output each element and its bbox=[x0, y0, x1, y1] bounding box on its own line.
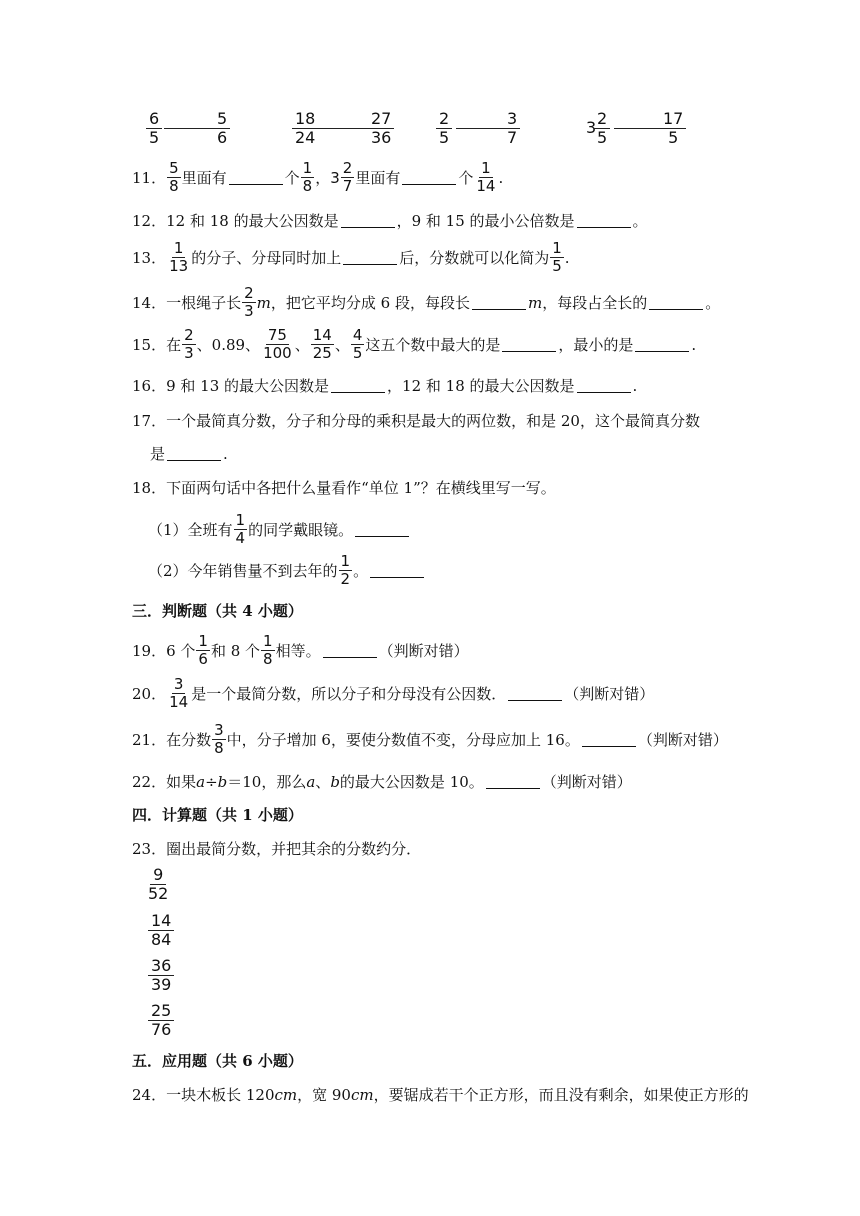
question-16: 16． 9 和 13 的最大公因数是 ，12 和 18 的最大公因数是 . bbox=[132, 376, 638, 395]
fraction: $\frac{1}{5}$ bbox=[552, 239, 562, 275]
question-11: 11． $\frac{5}{8}$ 里面有 个 $\frac{1}{8}$ ， 3 $\frac{2}{7}$ 里面有 个 $\frac{1}{14}$ . bbox=[132, 159, 504, 195]
fraction: $\frac{1}{8}$ bbox=[263, 632, 273, 668]
answer-blank[interactable] bbox=[577, 213, 631, 228]
answer-blank[interactable] bbox=[167, 446, 221, 461]
fraction: $\frac{3}{14}$ bbox=[169, 675, 189, 711]
fraction[interactable]: 9 52 bbox=[148, 865, 169, 903]
fraction: 17 5 bbox=[660, 110, 686, 147]
question-17-cont: 是 . bbox=[150, 444, 228, 463]
mixed-whole: 3 bbox=[586, 118, 597, 137]
section-heading: 四．计算题（共 1 小题） bbox=[132, 806, 303, 824]
question-20: 20． $\frac{3}{14}$ 是一个最简分数，所以分子和分母没有公因数． （判断对错） bbox=[132, 675, 655, 711]
fraction: $\frac{1}{6}$ bbox=[198, 632, 208, 668]
question-19: 19． 6 个 $\frac{1}{6}$ 和 8 个 $\frac{1}{8}$ 相等。 （判断对错） bbox=[132, 632, 469, 668]
fraction: $\frac{1}{13}$ bbox=[169, 239, 189, 275]
fraction[interactable]: 14 84 bbox=[148, 912, 174, 949]
section-heading: 五．应用题（共 6 小题） bbox=[132, 1052, 303, 1070]
question-22: 22． 如果 a ÷ b ＝10，那么 a 、 b 的最大公因数是 10。 （判断对错） bbox=[132, 772, 632, 791]
question-13: 13． $\frac{1}{13}$ 的分子、分母同时加上 后，分数就可以化简为 $\frac{1}{5}$ . bbox=[132, 239, 570, 275]
fraction: $\frac{14}{25}$ bbox=[312, 326, 332, 362]
answer-blank[interactable] bbox=[508, 686, 562, 701]
question-18: 18． 下面两句话中各把什么量看作“单位 1”？在横线里写一写。 bbox=[132, 479, 556, 497]
answer-blank[interactable] bbox=[331, 378, 385, 393]
answer-blank[interactable] bbox=[370, 563, 424, 578]
answer-blank[interactable] bbox=[402, 170, 456, 185]
compare-line bbox=[456, 128, 508, 129]
answer-blank[interactable] bbox=[355, 522, 409, 537]
fraction: $\frac{2}{3}$ bbox=[244, 284, 254, 320]
question-24: 24． 一块木板长 120 cm ，宽 90 cm ，要锯成若干个正方形，而且没有剩余，如果使正方形的 bbox=[132, 1085, 749, 1104]
answer-blank[interactable] bbox=[323, 643, 377, 658]
question-14: 14． 一根绳子长 $\frac{2}{3}$ m ，把它平均分成 6 段，每段长 m ，每段占全长的 。 bbox=[132, 284, 721, 320]
fraction: $\frac{3}{8}$ bbox=[214, 721, 224, 757]
fraction: 6 5 bbox=[146, 110, 162, 147]
fraction: 2 5 bbox=[594, 110, 610, 147]
compare-line bbox=[614, 128, 664, 129]
fraction: $\frac{75}{100}$ bbox=[263, 326, 292, 362]
answer-blank[interactable] bbox=[343, 250, 397, 265]
fraction: 2 5 bbox=[436, 110, 452, 147]
answer-blank[interactable] bbox=[649, 295, 703, 310]
answer-blank[interactable] bbox=[635, 337, 689, 352]
question-23: 23． 圈出最简分数，并把其余的分数约分． bbox=[132, 840, 422, 858]
question-21: 21． 在分数 $\frac{3}{8}$ 中，分子增加 6，要使分数值不变，分母应加上 16。 （判断对错） bbox=[132, 721, 728, 757]
question-15: 15． 在 $\frac{2}{3}$ 、0.89、 $\frac{75}{100}$ 、 $\frac{14}{25}$ 、 $\frac{4}{5}$ 这五个数中最大的是 ，最小的是 . bbox=[132, 326, 697, 362]
answer-blank[interactable] bbox=[577, 378, 631, 393]
fraction: $\frac{1}{14}$ bbox=[476, 159, 496, 195]
fraction[interactable]: 36 39 bbox=[148, 957, 174, 994]
fraction: $\frac{1}{8}$ bbox=[302, 159, 313, 195]
mixed-number: 3 $\frac{2}{7}$ bbox=[330, 159, 353, 195]
fraction: $\frac{1}{4}$ bbox=[235, 511, 246, 547]
fraction: 3 7 bbox=[504, 110, 520, 147]
answer-blank[interactable] bbox=[472, 295, 526, 310]
fraction: 18 24 bbox=[292, 110, 318, 147]
answer-blank[interactable] bbox=[341, 213, 395, 228]
answer-blank[interactable] bbox=[502, 337, 556, 352]
compare-line bbox=[164, 128, 218, 129]
question-18-2: （2）今年销售量不到去年的 $\frac{1}{2}$ 。 bbox=[148, 553, 426, 588]
fraction: 27 36 bbox=[368, 110, 394, 147]
fraction: $\frac{2}{3}$ bbox=[184, 326, 194, 362]
fraction: $\frac{5}{8}$ bbox=[169, 159, 179, 195]
question-18-1: （1）全班有 $\frac{1}{4}$ 的同学戴眼镜。 bbox=[148, 512, 411, 547]
compare-line bbox=[318, 128, 372, 129]
question-12: 12． 12 和 18 的最大公因数是 ，9 和 15 的最小公倍数是 。 bbox=[132, 212, 648, 230]
fraction: $\frac{1}{2}$ bbox=[340, 552, 351, 588]
answer-blank[interactable] bbox=[229, 170, 283, 185]
fraction: $\frac{4}{5}$ bbox=[352, 326, 363, 362]
section-heading: 三．判断题（共 4 小题） bbox=[132, 602, 303, 620]
answer-blank[interactable] bbox=[486, 774, 540, 789]
fraction: 5 6 bbox=[214, 110, 230, 147]
answer-blank[interactable] bbox=[582, 732, 636, 747]
question-17: 17． 一个最简真分数，分子和分母的乘积是最大的两位数，和是 20，这个最简真分数 bbox=[132, 412, 700, 430]
fraction[interactable]: 25 76 bbox=[148, 1002, 174, 1039]
